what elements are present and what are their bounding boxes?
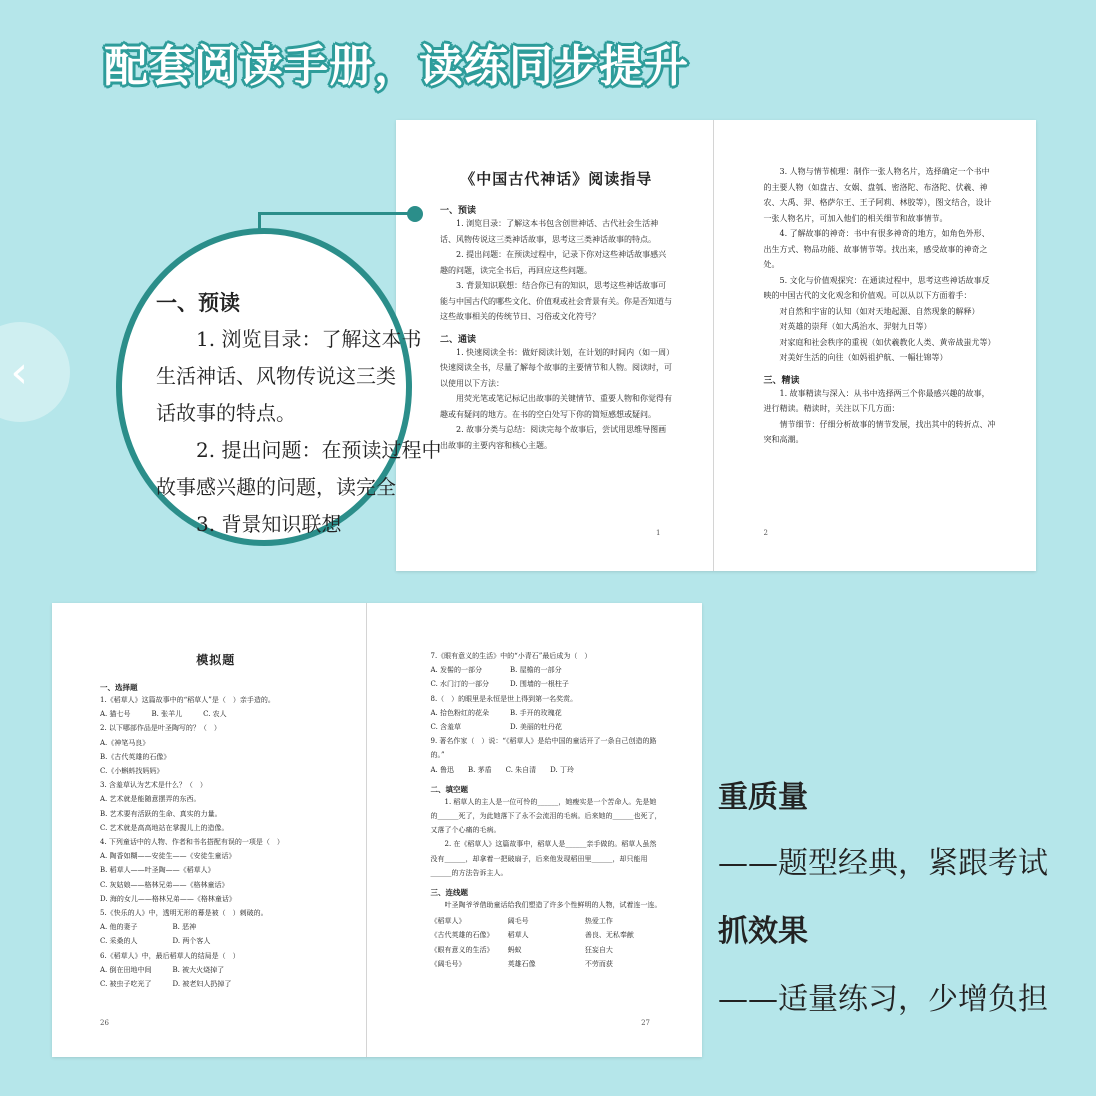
question-line: B. 艺术要有活跃的生命、真实的力量。 [100,809,222,818]
question-line: A. 陶香如糊——安徒生——《安徒生童话》 [100,852,236,861]
section-heading: 二、通读 [440,334,477,345]
question-line: 7.《眼有意义的生活》中的“小青石”最后成为（ ） [430,652,592,660]
page-number: 2 [763,529,768,537]
zoom-line: 话故事的特点。 [156,401,296,425]
match-cell: 《稻草人》 [430,917,466,926]
question-line: C. 灰姑娘——格林兄弟——《格林童话》 [100,880,229,889]
match-cell: 《眼有意义的生活》 [430,945,494,954]
section-heading: 三、连线题 [430,888,468,898]
zoom-line: 1. 浏览目录：了解这本书 [196,327,422,351]
question-line: A. 鲁迅 B. 茅盾 C. 朱自清 D. 丁玲 [430,765,574,774]
question-line: 6.《稻草人》中，最后稻草人的结局是（ ） [100,951,240,960]
feature-desc-quality: ——题型经典，紧跟考试 [718,846,1048,881]
reading-guide-title: 《中国古代神话》阅读指导 [460,170,653,188]
match-row [431,943,663,957]
question-list [100,693,332,991]
question-line: 1.《稻草人》这篇故事中的“稻草人”是（ ）亲手造的。 [100,696,275,704]
question-line: C.《小蝌蚪找妈妈》 [100,767,164,776]
practice-page-26 [52,603,366,1057]
question-line: C. 采桑的人 D. 两个客人 [100,937,211,946]
match-cell: 狂妄自大 [584,945,613,954]
zoom-line: 生活神话、风物传说这三类 [156,364,396,388]
practice-title: 模拟题 [196,653,236,667]
reading-guide-page-2 [713,120,1037,571]
practice-test-spread [52,603,702,1057]
paragraph: 2. 故事分类与总结：阅读完每个故事后，尝试用思维导图画出故事的主要内容和核心主题。 [440,425,667,450]
paragraph: 用荧光笔或笔记标记出故事的关键情节、重要人物和你觉得有趣或有疑问的地方。在书的空白处写下你的简短感想或疑问。 [440,394,672,419]
paragraph: 2. 提出问题：在预读过程中，记录下你对这些神话故事感兴趣的问题，读完全书后，再回应这些问题。 [440,250,667,275]
callout-line [258,212,412,215]
question-line: C. 含羞草 D. 美丽的牡丹花 [430,723,562,732]
question-line: A. 艺术就是能随意摆弄的东西。 [100,795,201,804]
paragraph: 对英雄的崇拜（如大禹治水、羿射九日等） [779,322,932,331]
section-heading: 三、精读 [763,375,800,386]
page-number: 27 [641,1019,650,1027]
paragraph: 1. 快速阅读全书：做好阅读计划，在计划的时间内（如一周）快速阅读全书，尽量了解每个故事的主要情节和人物。阅读时，可以使用以下方法： [440,347,672,388]
match-row [431,928,663,942]
match-row [431,957,663,971]
paragraph: 情节细节：仔细分析故事的情节发展，找出其中的转折点、冲突和高潮。 [763,419,996,444]
paragraph: 对自然和宇宙的认知（如对天地起源、自然现象的解释） [779,306,980,316]
match-cell: 《古代英雄的石像》 [430,931,494,940]
paragraph: 4. 了解故事的神奇：书中有很多神奇的地方，如角色外形、出生方式、物品功能、故事情节等。找出来，感受故事的神奇之处。 [763,229,990,269]
feature-desc-effect: ——适量练习，少增负担 [718,982,1048,1017]
question-line: A. 拾色粉红的花朵 B. 手开的玫瑰花 [430,708,562,717]
fill-question: 2. 在《稻草人》这篇故事中，稻草人是______亲手做的。稻草人虽然没有______，却拿着一把破扇子，后来他发现稻田里______，却只能用______的方法告诉主人。 [430,840,657,877]
zoom-heading: 一、预读 [156,290,240,315]
paragraph: 5. 文化与价值观探究：在通读过程中，思考这些神话故事反映的中国古代的文化观念和价值观。可以从以下方面着手： [763,275,990,300]
question-line: A. 倒在田地中间 B. 被大火烧掉了 [100,965,225,974]
match-table [431,914,663,971]
magnifier-lens [116,228,442,546]
question-line: 5.《快乐的人》中，透明无形的幕是被（ ）刺破的。 [100,909,268,918]
match-intro: 叶圣陶爷爷借助童话给我们塑造了许多个性鲜明的人物，试着连一连。 [444,901,662,910]
practice-page-27 [366,603,703,1057]
match-cell: 热爱工作 [584,917,613,926]
page-number: 26 [100,1019,109,1027]
question-line: 4. 下列童话中的人物、作者和书名搭配有误的一项是（ ） [100,838,284,847]
match-cell: 阔毛号 [507,917,529,926]
paragraph: 对家庭和社会秩序的重视（如伏羲教化人类、黄帝战蚩尤等） [779,337,996,347]
question-line: 8.（ ）的眼里是永恒是世上得到第一名奖赏。 [430,694,578,703]
question-line: 9. 著名作家（ ）说：“《稻草人》是给中国的童话开了一条自己创造的路的。” [430,737,657,760]
paragraph: 1. 故事精读与深入：从书中选择两三个你最感兴趣的故事，进行精读。精读时，关注以下几方面： [763,388,990,413]
question-line: A. 发髻的一部分 B. 屋檐的一部分 [430,666,562,675]
paragraph: 3. 人物与情节梳理：制作一张人物名片，选择确定一个书中的主要人物（如盘古、女娲、盘瓠、密洛陀、布洛陀、伏羲、神农、大禹、羿、格萨尔王、王子阿莉、林胶等），图文结合，设计一张人物名片，可加入他们的相关细节和故事情节。 [763,167,992,223]
question-line: B.《古代英雄的石像》 [100,752,171,761]
question-line: C. 水门汀的一部分 D. 围墙的一根柱子 [430,680,569,689]
question-line: B. 稻草人——叶圣陶——《稻草人》 [100,866,215,875]
match-row [431,914,663,928]
zoom-line: 2. 提出问题：在预读过程中 [196,438,442,462]
match-cell: 稻草人 [507,931,529,940]
feature-title-quality: 重质量 [718,780,808,815]
match-cell: 英雄石像 [507,959,536,968]
section-heading: 二、填空题 [430,784,468,794]
question-line: A. 猫七号 B. 张羊儿 C. 农人 [100,710,227,719]
fill-question: 1. 稻草人的主人是一位可怜的______，她瘦实是一个苦命人。先是她的______死了，为此她落下了永不会流泪的毛病。后来她的______也死了，又落了个心痛的毛病。 [430,797,662,835]
question-line: 2. 以下哪部作品是叶圣陶写的？（ ） [100,724,221,733]
question-line: C. 被虫子吃光了 D. 被老妇人扔掉了 [100,980,232,989]
match-cell: 《阔毛号》 [430,959,466,968]
paragraph: 3. 背景知识联想：结合你已有的知识，思考这些神话故事可能与中国古代的哪些文化、价值观或社会背景有关。你是否知道与这些故事相关的传统节日、习俗或文化符号？ [440,281,672,321]
question-line: A. 他的妻子 B. 恶神 [100,923,197,932]
feature-title-effect: 抓效果 [718,914,808,949]
question-line: A.《神笔马良》 [100,738,150,747]
prev-arrow-icon[interactable]: ‹ [0,322,70,422]
match-cell: 不劳而获 [584,959,613,968]
question-line: D. 海的女儿——格林兄弟——《格林童话》 [100,894,236,903]
section-heading: 一、预读 [440,206,477,216]
zoom-line: 3. 背景知识联想 [196,512,342,536]
match-cell: 蚂蚁 [507,945,522,954]
question-line: 3. 含羞草认为艺术是什么？（ ） [100,781,207,790]
headline: 配套阅读手册，读练同步提升 [104,41,689,92]
question-list [431,649,663,777]
page-number: 1 [656,529,661,537]
match-cell: 善良、无私奉献 [584,931,634,940]
callout-dot [407,206,423,222]
zoom-line: 故事感兴趣的问题，读完全 [156,475,396,499]
question-line: C. 艺术就是高高地站在掌握儿上的造像。 [100,823,229,832]
section-heading: 一、选择题 [100,683,138,692]
paragraph: 1. 浏览目录：了解这本书包含创世神话、古代社会生活神话、风物传说这三类神话故事，思考这三类神话故事的特点。 [440,219,659,244]
paragraph: 对美好生活的向往（如妈祖护航、一幅壮锦等） [779,353,948,362]
